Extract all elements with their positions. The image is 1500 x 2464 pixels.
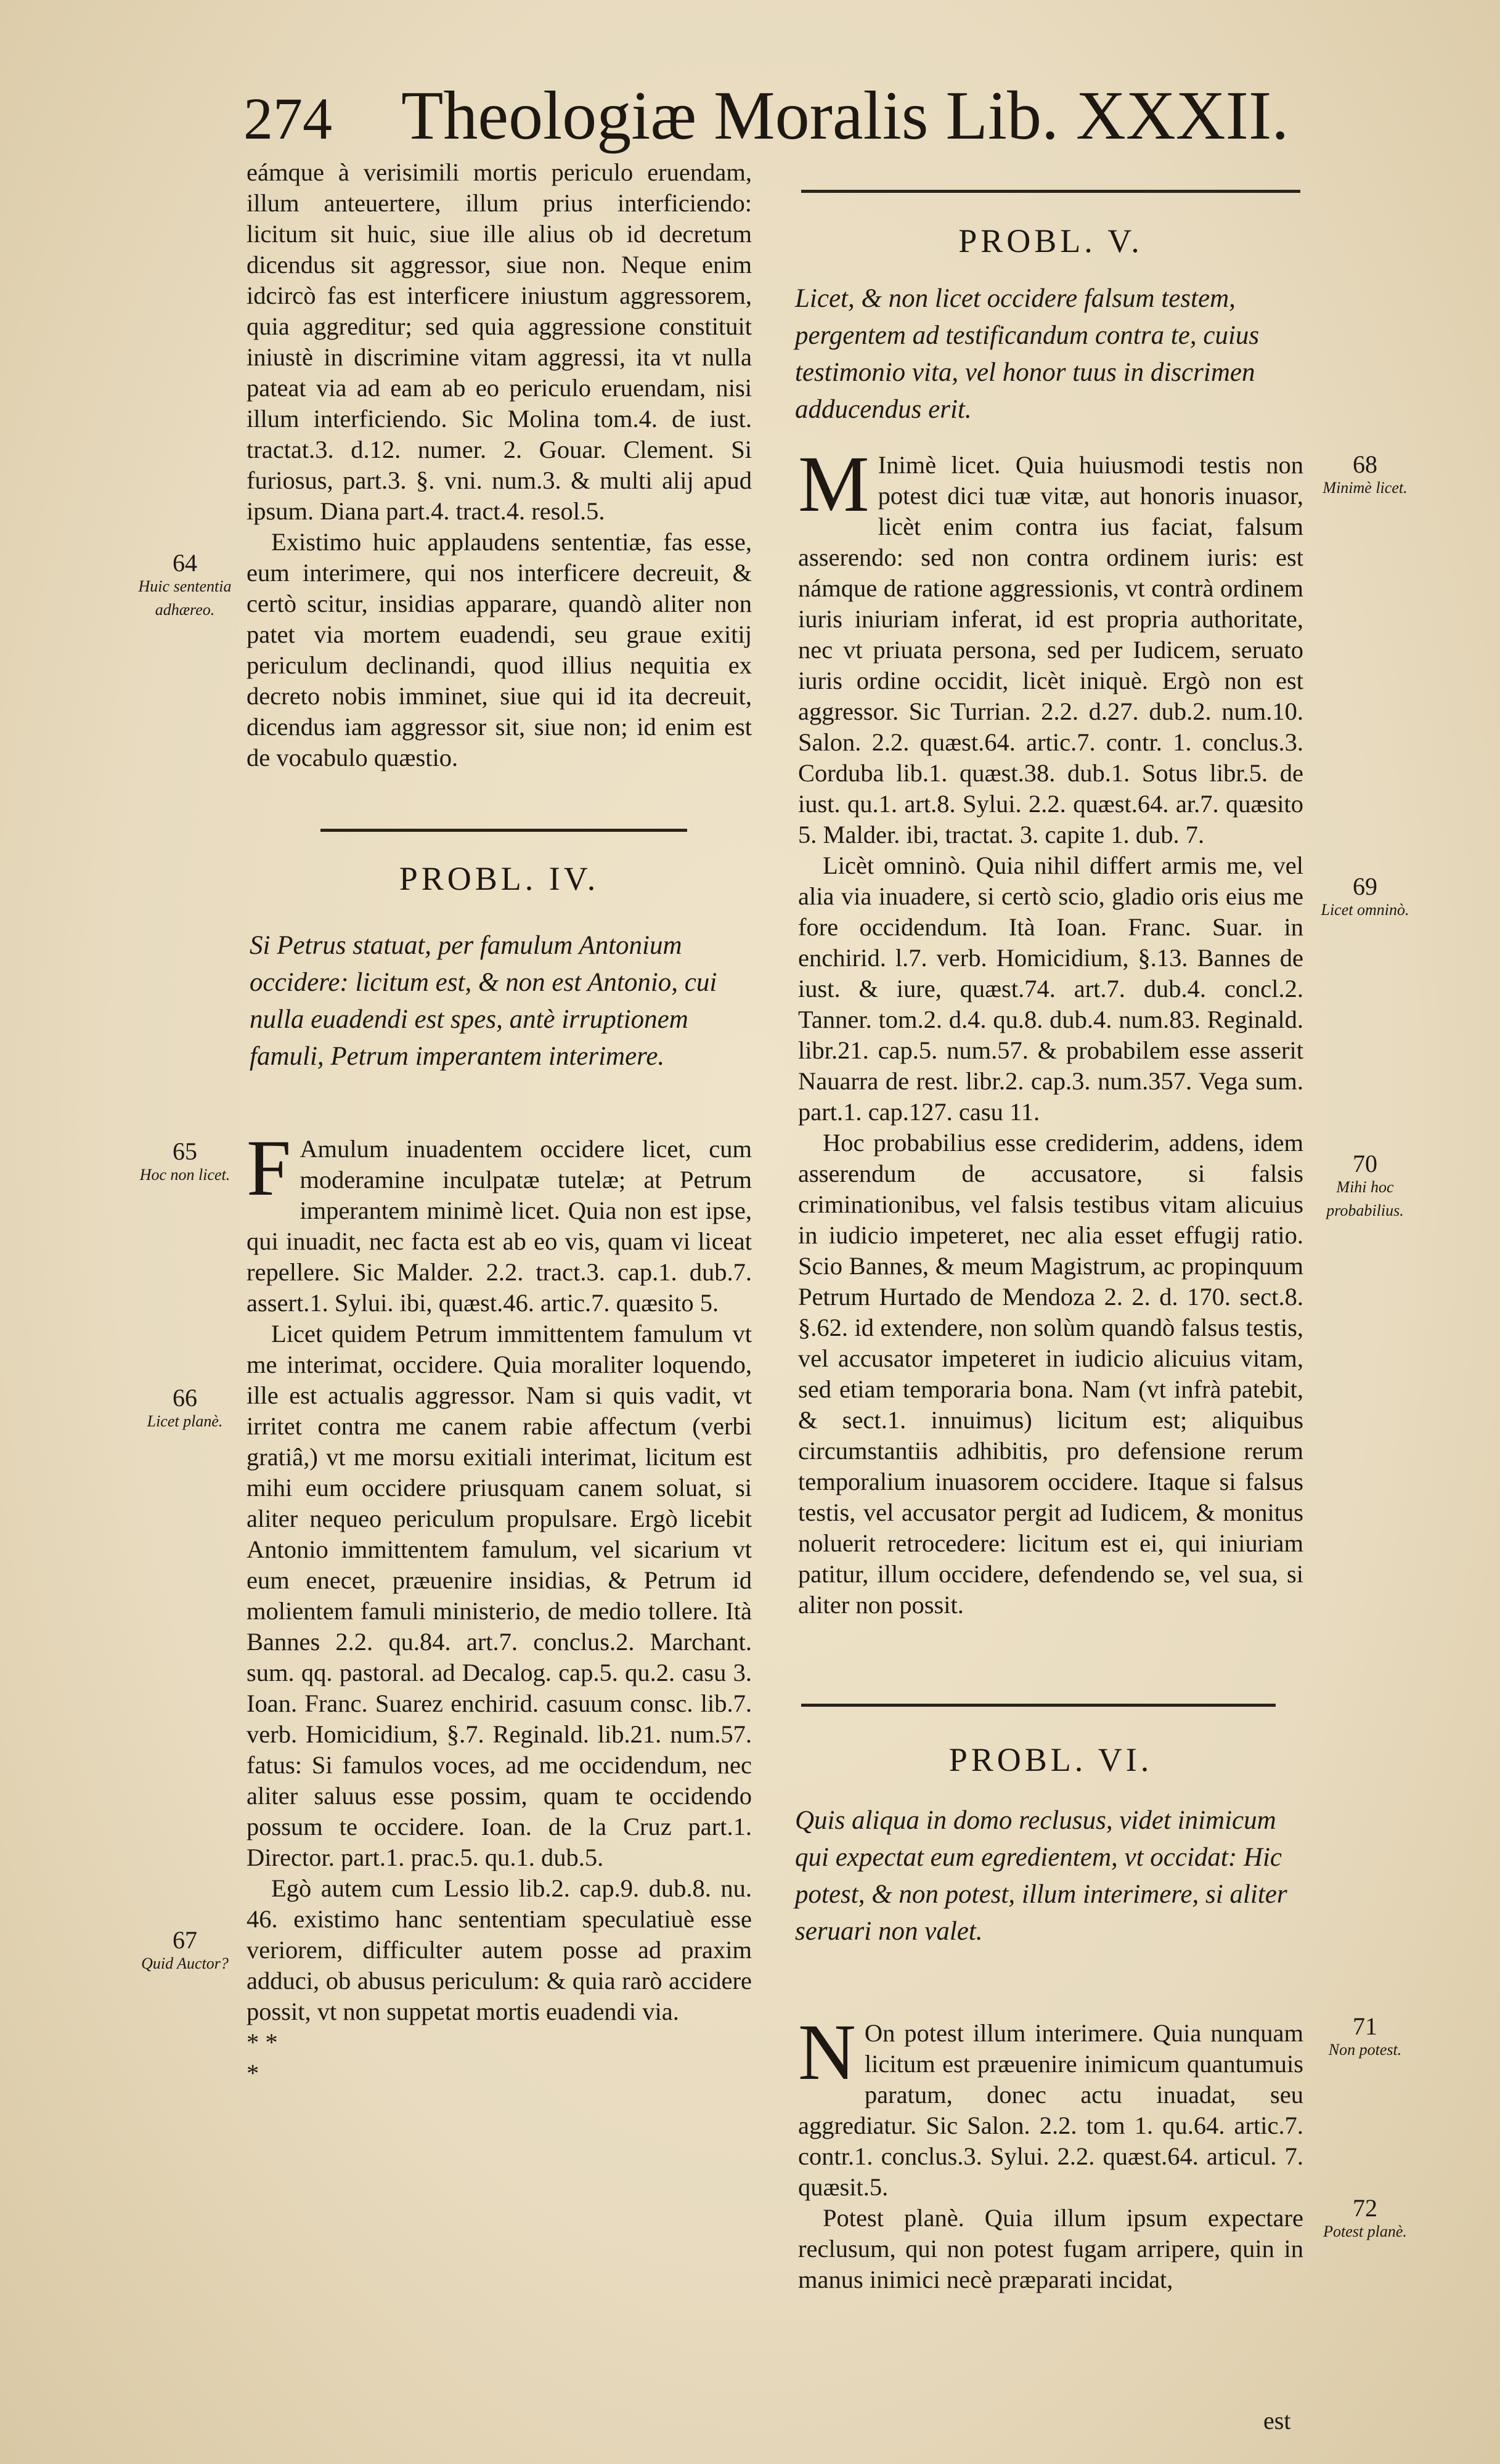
margin-note-65: 65 Hoc non licet. [139,1137,230,1184]
problem-4-title: PROBL. IV. [399,860,600,897]
paragraph-continuation: eámque à verisimili mortis periculo eruendam, illum anteuertere, illum prius interficiendo: licitum sit huic, siue ille alius ob id decretum dicendus sit aggressor, siue non. Neque enim idcircò fas est interficere iniustum aggressorem, quia aggreditur; sed quia aggressione constituit iniustè in discrimine vitam aggressi, ita vt nulla pateat via ad eam ab eo periculo eruendam, nisi illum interficiendo. Sic Molina tom.4. de iust. tractat.3. d.12. numer. 2. Gouar. Clement. Si furiosus, part.3. §. vni. num.3. & multi alij apud ipsum. Diana part.4. tract.4. resol.5. [247,158,752,525]
drop-cap-n: N [798,2008,856,2097]
margin-note-72: 72 Potest planè. [1323,2194,1407,2240]
right-column-lower [798,2008,1303,2295]
paragraph-68: Inimè licet. Quia huiusmodi testis non potest dici tuæ vitæ, aut honoris inuasor, licèt enim contra ius faciat, falsum asserendo: sed non contra ordinem iuris: est námque de ratione aggressionis, vt contrà ordinem iuris iniuriam inferat, id est propria authoritate, nec vt priuata persona, sed per Iudicem, seruato iuris ordine occidit, licèt iniquè. Ergò non est aggressor. Sic Turrian. 2.2. d.27. dub.2. num.10. Salon. 2.2. quæst.64. artic.7. contr. 1. conclus.3. Corduba lib.1. quæst.38. dub.1. Sotus libr.5. de iust. qu.1. art.8. Sylui. 2.2. quæst.64. ar.7. quæsito 5. Malder. ibi, tractat. 3. capite 1. dub. 7. [798,451,1303,848]
left-column-top [247,157,752,773]
paragraph-72: Potest planè. Quia illum ipsum expectare reclusum, qui non potest fugam arripere, quin in manus inimici necè præparati incidat, [798,2204,1303,2293]
problem-6-lemma: Quis aliqua in domo reclusus, videt inimicum qui expectat eum egredientem, vt occidat: Hic potest, & non potest, illum interimere, si aliter seruari non valet. [795,1806,1287,1946]
left-column-body [247,1124,752,2089]
paragraph-65: Amulum inuadentem occidere licet, cum moderamine inculpatæ tutelæ; at Petrum imperantem minimè licet. Quia non est ipse, qui inuadit, nec facta est ab eo vis, quam vi liceat repellere. Sic Malder. 2.2. tract.3. cap.1. dub.7. assert.1. Sylui. ibi, quæst.46. artic.7. quæsito 5. [247,1135,752,1317]
section-rule-lower [801,1704,1276,1707]
right-column-body [798,440,1303,1620]
margin-note-69: 69 Licet omninò. [1321,872,1409,919]
problem-5-title: PROBL. V. [958,222,1143,259]
paragraph-70: Hoc probabilius esse crediderim, addens, idem asserendum de accusatore, si falsis criminationibus, vel falsis testibus vitam alicuius in iudicio impeteret, nec alia esset effugij ratio. Scio Bannes, & meum Magistrum, ac propinquum Petrum Hurtado de Mendoza 2. 2. d. 170. sect.8. §.62. id extendere, non solùm quandò falsus testis, vel accusator impeteret in iudicio alicuius vitam, sed etiam temporaria bona. Nam (vt infrà patebit, & sect.1. innuimus) licitum est; aliquibus circumstantiis adhibitis, pro defensione rerum temporalium inuasorem occidere. Itaque si falsus testis, vel accusator pergit ad Iudicem, & monitus noluerit retrocedere: licitum est ei, qui iniuriam patitur, illum occidere, defendendo se, vel sua, si aliter non possit. [798,1129,1303,1619]
margin-note-70: 70 Mihi hoc probabilius. [1326,1150,1404,1219]
running-header [243,73,1289,159]
margin-note-64: 64 Huic sententia adhæreo. [138,549,232,619]
catchword: est [1263,2407,1291,2434]
problem-4-lemma: Si Petrus statuat, per famulum Antonium occidere: licitum est, & non est Antonio, cui nulla euadendi est spes, antè irruptionem famuli, Petrum imperantem interimere. [250,931,717,1071]
margin-note-66: 66 Licet planè. [147,1384,223,1430]
section-rule [320,829,687,832]
paragraph-64: Existimo huic applaudens sententiæ, fas esse, eum interimere, qui nos interficere decreuit, & certò scitur, insidias apparare, quandò aliter non patet via mortem euadendi, seu graue exitij periculum declinandi, quod illius nequitia ex decreto nobis imminet, siue qui id ita decreuit, dicendus iam aggressor sit, siue non; id enim est de vocabulo quæstio. [247,528,752,771]
paragraph-66: Licet quidem Petrum immittentem famulum vt me interimat, occidere. Quia moraliter loquendo, ille est actualis aggressor. Nam si quis vadit, vt irritet contra me canem rabie affectum (verbi gratiâ,) vt me morsu exitiali interimat, licitum est mihi eum occidere priusquam canem soluat, si aliter nequeo periculum propulsare. Ergò licebit Antonio immittentem famulum, vel sicarium vt eum enecet, præuenire insidias, & Petrum id molientem famuli ministerio, de medio tollere. Ità Bannes 2.2. qu.84. art.7. conclus.2. Marchant. sum. qq. pastoral. ad Decalog. cap.5. qu.2. casu 3. Ioan. Franc. Suarez enchirid. casuum consc. lib.7. verb. Homicidium, §.7. Reginald. lib.21. num.57. fatus: Si famulos voces, ad me occidendum, nec aliter saluus esse possim, quam te occidendo possum te occidere. Ioan. de la Cruz part.1. Director. part.1. prac.5. qu.1. dub.5. [247,1320,752,1871]
section-rule-top [801,190,1300,193]
page-number: 274 [243,86,332,152]
margin-note-71: 71 Non potest. [1328,2012,1402,2059]
problem-6-title: PROBL. VI. [948,1741,1153,1778]
problem-5-lemma: Licet, & non licet occidere falsum testem, pergentem ad testificandum contra te, cuius testimonio vita, vel honor tuus in discrimen adducendus erit. [795,284,1260,424]
drop-cap-m: M [798,440,870,529]
running-title: Theologiæ Moralis Lib. XXXII. [401,78,1289,154]
end-stars: * * * [247,2028,278,2087]
paragraph-67: Egò autem cum Lessio lib.2. cap.9. dub.8. nu. 46. existimo hanc sententiam speculatiuè esse veriorem, difficulter autem posse ad praxim adduci, ob abusus periculum: & quia rarò accidere possit, vt non suppetat mortis euadendi via. [247,1874,752,2025]
paragraph-71: On potest illum interimere. Quia nunquam licitum est præuenire inimicum quantumuis paratum, donec actu inuadat, seu aggrediatur. Sic Salon. 2.2. tom 1. qu.64. artic.7. contr.1. conclus.3. Sylui. 2.2. quæst.64. articul. 7. quæsit.5. [798,2019,1303,2201]
paragraph-69: Licèt omninò. Quia nihil differt armis me, vel alia via inuadere, si certò scio, gladio oris eius me fore occidendum. Ità Ioan. Franc. Suar. in enchirid. l.7. verb. Homicidium, §.13. Bannes de iust. & iure, quæst.74. art.7. dub.4. concl.2. Tanner. tom.2. d.4. qu.8. dub.4. num.83. Reginald. libr.21. cap.5. num.57. & probabilem esse asserit Nauarra de rest. libr.2. cap.3. num.357. Vega sum. part.1. cap.127. casu 11. [798,852,1303,1126]
margin-note-67: 67 Quid Auctor? [141,1926,229,1972]
margin-note-68: 68 Minimè licet. [1323,450,1408,497]
drop-cap-f: F [247,1124,291,1213]
